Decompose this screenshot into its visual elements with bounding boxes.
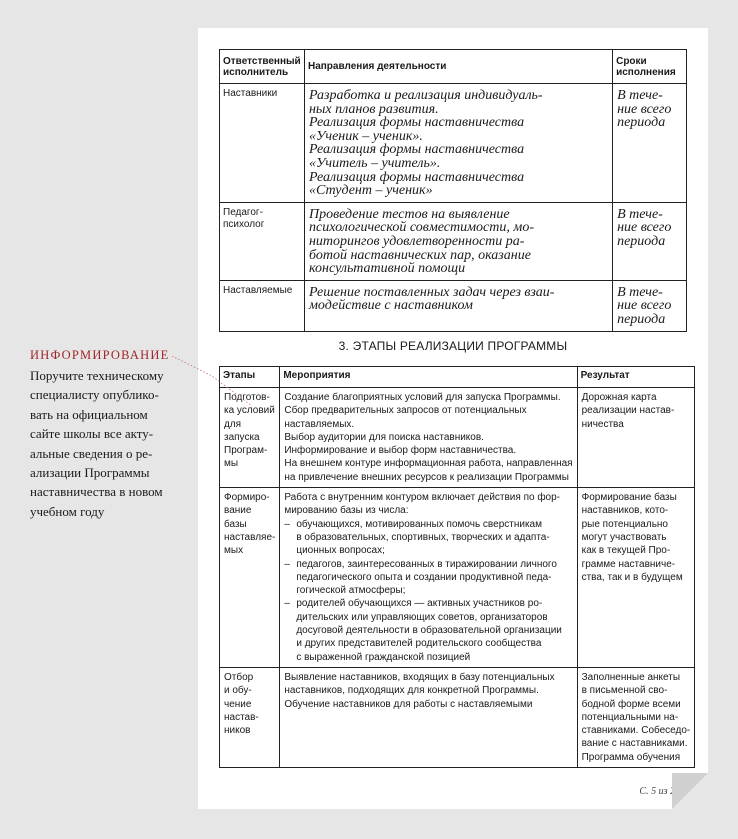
cell-line: На внешнем контуре информационная работа, направленная	[284, 458, 573, 470]
cell-line: наставников, подходящих для конкретной Программы.	[284, 685, 539, 697]
cell-line: Реализация формы наставничества	[308, 142, 525, 158]
cell-line: мированию базы из числа:	[284, 505, 409, 517]
cell-line: ных планов развития.	[308, 101, 439, 117]
stages-table	[219, 366, 695, 768]
events-cell	[280, 667, 577, 767]
events-cell	[280, 488, 577, 668]
list-item-line: гогической атмосферы;	[296, 585, 406, 597]
cell-line: вание с наставниками.	[581, 738, 688, 750]
sidebar-heading: ИНФОРМИРОВАНИЕ	[30, 348, 170, 362]
cell-line: потенциальными на-	[581, 711, 679, 723]
header-term: Сроки исполнения	[613, 50, 687, 84]
cell-line: для	[224, 418, 242, 430]
stage-cell	[220, 667, 280, 767]
cell-line: В тече-	[617, 284, 663, 300]
cell-line: Отбор	[224, 671, 254, 683]
cell-line: ние всего	[617, 298, 672, 314]
sidebar-line: специалисту опублико-	[30, 387, 159, 403]
cell-line: рые потенциально	[581, 518, 668, 530]
cell-line: Разработка и реализация индивидуаль-	[308, 88, 543, 103]
sidebar-line: учебном году	[30, 503, 105, 519]
cell-line: психологической совместимости, мо-	[308, 220, 534, 236]
cell-line: мых	[224, 545, 244, 557]
table-header-row	[220, 50, 687, 84]
cell-line: вание	[224, 505, 252, 517]
responsibility-table	[219, 49, 687, 332]
cell-line: Создание благоприятных условий для запуска Программы.	[284, 392, 561, 403]
sidebar-line: Поручите техническому	[30, 368, 164, 383]
cell-line: запуска	[224, 431, 260, 443]
sidebar-line: ализации Программы	[30, 465, 150, 481]
cell-line: консультативной помощи	[308, 261, 466, 277]
cell-line: Подготов-	[224, 392, 270, 403]
table-header-row	[220, 367, 695, 388]
cell-line: наставляе-	[224, 531, 276, 543]
sidebar-line: наставничества в новом	[30, 484, 163, 500]
cell-line: ка условий	[224, 405, 275, 417]
cell-line: Выбор аудитории для поиска наставников.	[284, 431, 484, 443]
result-cell	[577, 388, 695, 488]
cell-line: Реализация формы наставничества	[308, 169, 525, 185]
cell-line: ставниками. Собеседо-	[581, 725, 691, 737]
page-corner-fold	[672, 773, 708, 809]
list-item-line: – родителей обучающихся — активных участников ро-	[284, 597, 572, 610]
sidebar-line: сайте школы все акту-	[30, 426, 154, 442]
table-row	[220, 202, 687, 280]
cell-line: Заполненные анкеты	[581, 671, 681, 683]
cell-line: Наставляемые	[223, 284, 293, 296]
list-item-line: и других представителей родительского сообщества	[296, 638, 542, 650]
cell-line: мы	[224, 458, 239, 470]
executor-cell	[220, 280, 305, 331]
cell-line: Обучение наставников для работы с наставляемыми	[284, 698, 533, 710]
header-activity: Направления деятельности	[304, 50, 612, 84]
term-cell	[613, 84, 687, 203]
cell-line: ние всего	[617, 101, 672, 117]
cell-line: «Учитель – учитель».	[308, 155, 441, 171]
activity-cell	[304, 202, 612, 280]
cell-line: ства, так и в будущем	[581, 571, 683, 583]
cell-line: Реализация формы наставничества	[308, 115, 525, 131]
section-title: 3. ЭТАПЫ РЕАЛИЗАЦИИ ПРОГРАММЫ	[338, 339, 568, 353]
cell-line: и обу-	[224, 685, 252, 697]
events-cell	[280, 388, 577, 488]
activity-cell	[304, 280, 612, 331]
cell-line: Наставники	[223, 88, 278, 99]
cell-line: периода	[617, 311, 666, 327]
cell-line: «Ученик – ученик».	[308, 128, 423, 144]
list-item-line: в образовательных, спортивных, творческих и адапта-	[296, 531, 550, 543]
list-item-line: с выраженной гражданской позицией	[296, 651, 471, 663]
header-stages: Этапы	[220, 367, 280, 388]
cell-line: наставников, кото-	[581, 505, 669, 517]
table-row	[220, 488, 695, 668]
table-row	[220, 667, 695, 767]
term-cell	[613, 280, 687, 331]
cell-line: могут участвовать	[581, 531, 667, 543]
sidebar-note	[30, 348, 195, 521]
cell-line: настав-	[224, 711, 259, 723]
page-number: С. 5 из 23	[639, 786, 680, 797]
result-cell	[577, 488, 695, 668]
cell-line: Выявление наставников, входящих в базу потенциальных	[284, 671, 555, 683]
cell-line: в письменной сво-	[581, 685, 668, 697]
cell-line: Формирование базы	[581, 492, 677, 504]
table-row	[220, 388, 695, 488]
cell-line: ничества	[581, 418, 624, 430]
cell-line: периода	[617, 233, 666, 249]
cell-line: Проведение тестов на выявление	[308, 206, 510, 222]
list-item-line: дительских или управляющих советов, организаторов	[296, 611, 548, 623]
sidebar-line: вать на официальном	[30, 406, 148, 422]
cell-line: психолог	[223, 219, 265, 231]
cell-line: периода	[617, 115, 666, 131]
cell-line: Информирование и выбор форм наставничества.	[284, 445, 517, 457]
cell-line: ниторингов удовлетворенности ра-	[308, 233, 525, 249]
cell-line: Програм-	[224, 445, 268, 457]
header-executor: Ответственный исполнитель	[220, 50, 305, 84]
executor-cell	[220, 202, 305, 280]
header-result: Результат	[577, 367, 695, 388]
list-item-line: – обучающихся, мотивированных помочь сверстникам	[284, 518, 572, 531]
activity-cell	[304, 84, 612, 203]
cell-line: Формиро-	[224, 492, 270, 504]
cell-line: Дорожная карта	[581, 392, 657, 403]
result-cell	[577, 667, 695, 767]
cell-line: наставляемых.	[284, 418, 355, 430]
cell-line: Сбор предварительных запросов от потенциальных	[284, 405, 527, 417]
list-item-line: ционных вопросах;	[296, 545, 385, 557]
cell-line: чение	[224, 698, 252, 710]
cell-line: ников	[224, 725, 251, 737]
list-item-line: педагогического опыта и создании продуктивной педа-	[296, 571, 552, 583]
cell-line: Работа с внутренним контуром включает действия по фор-	[284, 492, 561, 504]
list-item-line: – педагогов, заинтересованных в тиражировании личного	[284, 558, 572, 571]
cell-line: ботой наставнических пар, оказание	[308, 247, 531, 263]
cell-line: реализации настав-	[581, 405, 675, 417]
cell-line: Решение поставленных задач через взаи-	[308, 284, 555, 300]
cell-line: Программа обучения	[581, 751, 681, 763]
cell-line: ние всего	[617, 220, 672, 236]
cell-line: на привлечение внешних ресурсов к реализации Программы	[284, 471, 569, 483]
cell-line: модействие с наставником	[308, 298, 473, 314]
sidebar-line: альные сведения о ре-	[30, 445, 153, 461]
document-page	[198, 28, 708, 809]
term-cell	[613, 202, 687, 280]
sidebar-text	[30, 366, 195, 521]
list-item-line: досуговой деятельности в образовательной организации	[296, 625, 562, 637]
cell-line: В тече-	[617, 206, 663, 222]
table-row	[220, 280, 687, 331]
cell-line: В тече-	[617, 88, 663, 103]
cell-line: «Студент – ученик»	[308, 183, 433, 199]
header-events: Мероприятия	[280, 367, 577, 388]
cell-line: Педагог-	[223, 206, 263, 218]
table-row	[220, 84, 687, 203]
cell-line: как в текущей Про-	[581, 545, 671, 557]
cell-line: бодной форме всеми	[581, 698, 681, 710]
executor-cell	[220, 84, 305, 203]
cell-line: грамме наставниче-	[581, 558, 676, 570]
stage-cell	[220, 488, 280, 668]
cell-line: базы	[224, 518, 247, 530]
